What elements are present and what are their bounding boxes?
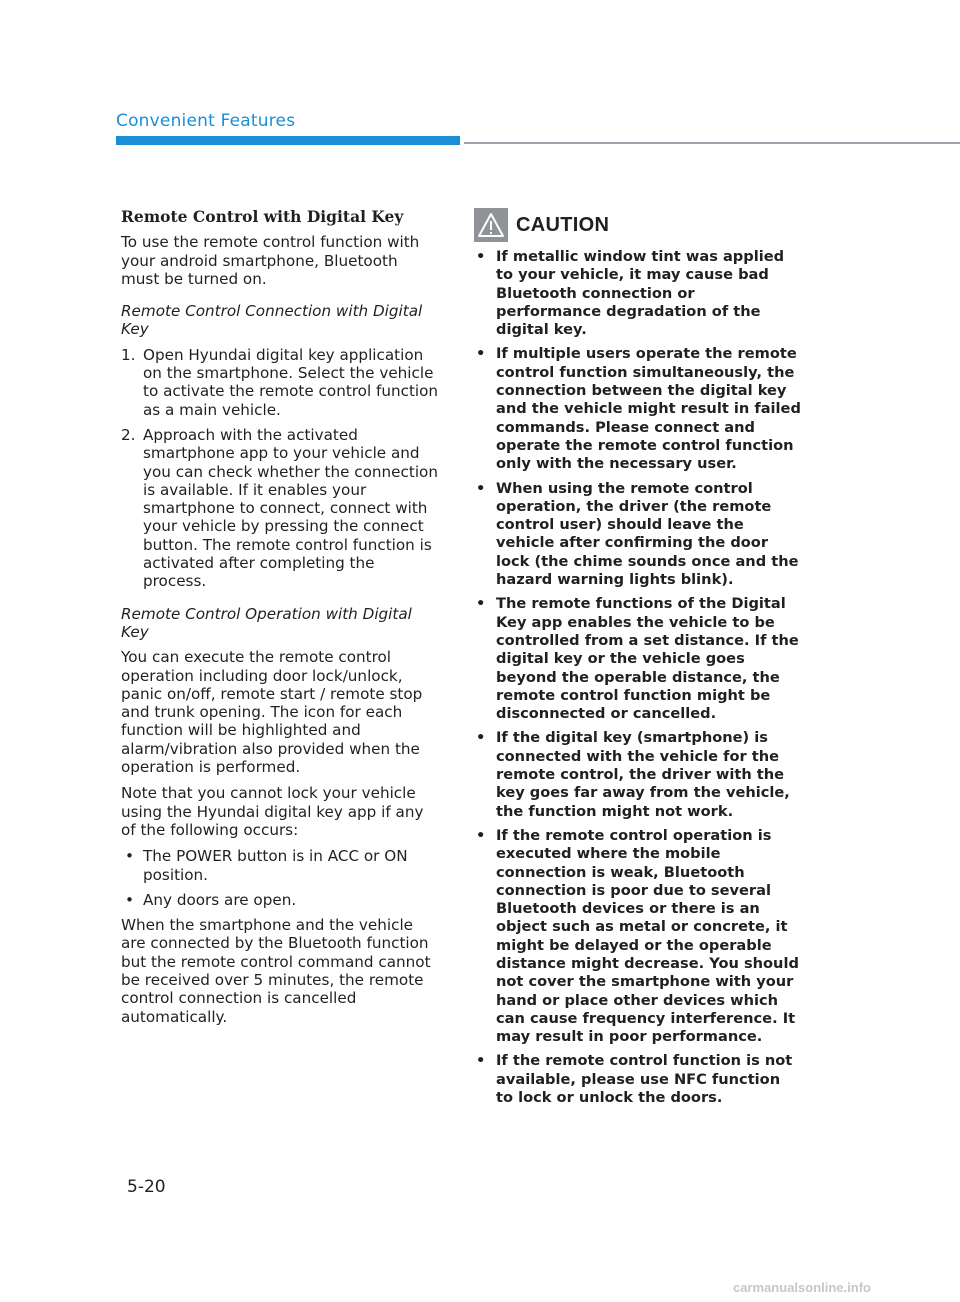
header-accent-rule <box>116 136 460 145</box>
caution-item <box>474 729 802 820</box>
bullet-marker: • <box>476 345 486 363</box>
lock-conditions-list <box>121 847 439 909</box>
caution-label: CAUTION <box>516 213 610 236</box>
bullet-marker: • <box>125 890 134 909</box>
section-title: Remote Control with Digital Key <box>121 207 404 226</box>
step-number: 1. <box>121 345 136 364</box>
chapter-title: Convenient Features <box>116 111 296 131</box>
bullet-marker: • <box>476 826 486 844</box>
bullet-marker: • <box>476 1052 486 1070</box>
caution-item-text: If the remote control operation is executed where the mobile connection is weak, Bluetooth connection is poor due to several Bluetooth devices or there is an object such as metal or concrete, it might be delayed or the operable distance might decrease. You should not cover the smartphone with your hand or place other devices which can cause frequency interference. It may result in poor performance. <box>496 826 799 1046</box>
step-number: 2. <box>121 425 136 444</box>
caution-item <box>474 595 802 723</box>
connection-subtitle: Remote Control Connection with Digital Key <box>121 302 423 339</box>
connection-steps <box>121 346 439 591</box>
caution-item <box>474 345 802 473</box>
step-text: Approach with the activated smartphone app to your vehicle and you can check whether the connection is available. If it enables your smartphone to connect, connect with your vehicle by pressing the connect button. The remote control function is activated after completing the process. <box>143 425 438 591</box>
intro-paragraph: To use the remote control function with your android smartphone, Bluetooth must be turned on. <box>121 233 420 288</box>
list-item-text: Any doors are open. <box>143 890 297 909</box>
bullet-marker: • <box>476 729 486 747</box>
list-item-text: The POWER button is in ACC or ON position. <box>143 847 408 884</box>
lock-note-paragraph: Note that you cannot lock your vehicle using the Hyundai digital key app if any of the following occurs: <box>121 784 424 839</box>
caution-item-text: If metallic window tint was applied to your vehicle, it may cause bad Bluetooth connection or performance degradation of the digital key. <box>496 248 785 339</box>
footer-watermark-url: carmanualsonline.info <box>733 1280 871 1295</box>
caution-item-text: When using the remote control operation, the driver (the remote control user) should leave the vehicle after confirming the door lock (the chime sounds once and the hazard warning lights blink). <box>496 479 799 589</box>
operation-paragraph: You can execute the remote control operation including door lock/unlock, panic on/off, remote start / remote stop and trunk opening. The icon for each function will be highlighted and alarm/vibration also provided when the operation is performed. <box>121 648 423 777</box>
operation-subtitle: Remote Control Operation with Digital Key <box>121 604 412 641</box>
warning-triangle-icon <box>474 208 508 242</box>
bullet-marker: • <box>125 847 134 866</box>
caution-item-text: The remote functions of the Digital Key app enables the vehicle to be controlled from a set distance. If the digital key or the vehicle goes beyond the operable distance, the remote control function might be disconnected or cancelled. <box>496 595 799 723</box>
left-column <box>121 208 439 1034</box>
caution-item-text: If the remote control function is not available, please use NFC function to lock or unlock the doors. <box>496 1052 793 1107</box>
caution-item <box>474 827 802 1047</box>
bullet-marker: • <box>476 479 486 497</box>
caution-item-text: If multiple users operate the remote control function simultaneously, the connection between the digital key and the vehicle might result in failed commands. Please connect and operate the remote control function only with the necessary user. <box>496 345 801 473</box>
list-item <box>121 847 439 884</box>
step-text: Open Hyundai digital key application on the smartphone. Select the vehicle to activate the remote control function as a main vehicle. <box>143 345 439 419</box>
bullet-marker: • <box>476 595 486 613</box>
page-number: 5-20 <box>127 1177 166 1197</box>
list-item <box>121 891 439 909</box>
caution-item <box>474 248 802 339</box>
step-item <box>121 346 439 419</box>
caution-header <box>474 208 802 242</box>
auto-cancel-paragraph: When the smartphone and the vehicle are connected by the Bluetooth function but the remote control command cannot be received over 5 minutes, the remote control connection is cancelled automatically. <box>121 916 431 1026</box>
caution-item <box>474 480 802 590</box>
caution-item <box>474 1052 802 1107</box>
caution-list <box>474 248 802 1107</box>
header-divider-rule <box>464 142 960 144</box>
step-item <box>121 426 439 591</box>
caution-item-text: If the digital key (smartphone) is connected with the vehicle for the remote control, the driver with the key goes far away from the vehicle, the function might not work. <box>496 729 790 820</box>
caution-box <box>474 208 802 1113</box>
bullet-marker: • <box>476 248 486 265</box>
